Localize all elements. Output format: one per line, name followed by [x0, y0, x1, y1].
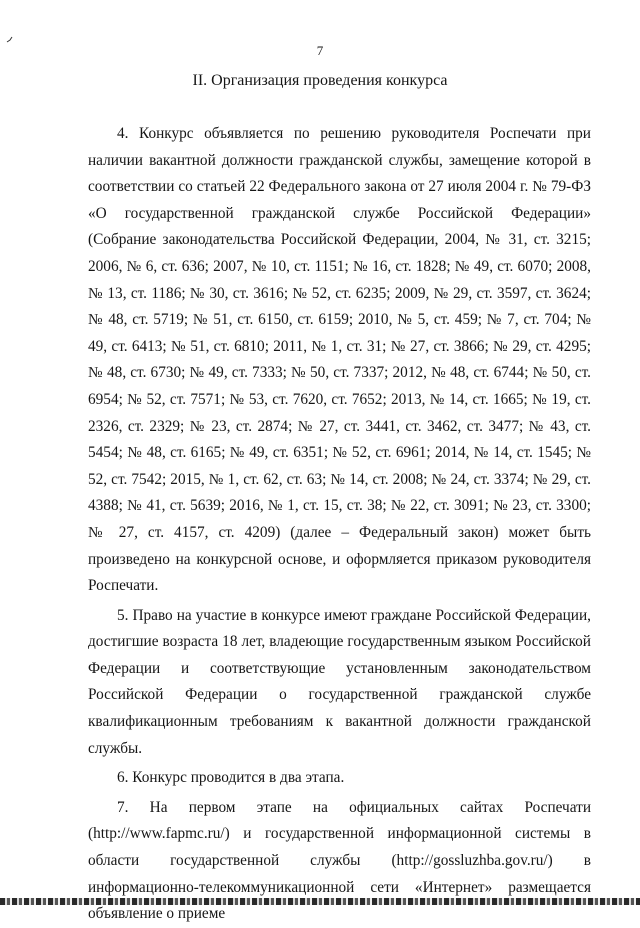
paragraph-6: 6. Конкурс проводится в два этапа. — [117, 769, 345, 787]
section-title: II. Организация проведения конкурса — [192, 72, 448, 89]
scan-speck-mark — [6, 36, 14, 44]
paragraph-4: 4. Конкурс объявляется по решению руководителя Роспечати при наличии вакантной должности гражданской службы, замещение которой в соответствии со статьей 22 Федерального закона от 27 июля 2004 г. № 79-ФЗ «О государственной гражданской службе Российской Федерации» (Собрание законодательства Российской Федерации, 2004, № 31, ст. 3215; 2006, № 6, ст. 636; 2007, № 10, ст. 1151; № 16, ст. 1828; № 49, ст. 6070; 2008, № 13, ст. 1186; № 30, ст. 3616; № 52, ст. 6235; 2009, № 29, ст. 3597, ст. 3624; № 48, ст. 5719; № 51, ст. 6150, ст. 6159; 2010, № 5, ст. 459; № 7, ст. 704; № 49, ст. 6413; № 51, ст. 6810; 2011, № 1, ст. 31; № 27, ст. 3866; № 29, ст. 4295; № 48, ст. 6730; № 49, ст. 7333; № 50, ст. 7337; 2012, № 48, ст. 6744; № 50, ст. 6954; № 52, ст. 7571; № 53, ст. 7620, ст. 7652; 2013, № 14, ст. 1665; № 19, ст. 2326, ст. 2329; № 23, ст. 2874; № 27, ст. 3441, ст. 3462, ст. 3477; № 43, ст. 5454; № 48, ст. 6165; № 49, ст. 6351; № 52, ст. 6961; 2014, № 14, ст. 1545; № 52, ст. 7542; 2015, № 1, ст. 62, ст. 63; № 14, ст. 2008; № 24, ст. 3374; № 29, ст. 4388; № 41, ст. 5639; 2016, № 1, ст. 15, ст. 38; № 22, ст. 3091; № 23, ст. 3300; № 27, ст. 4157, ст. 4209) (далее – Федеральный закон) может быть произведено на конкурсной основе, и оформляется приказом руководителя Роспечати. — [88, 125, 591, 595]
page-number: 7 — [316, 43, 324, 58]
paragraph-7: 7. На первом этапе на официальных сайтах Роспечати (http://www.fapmc.ru/) и государственной информационной системы в области государственной службы (http://gossluzhba.gov.ru/) в информационно-телекоммуникационной сети «Интернет» размещается объявление о приеме — [88, 798, 591, 923]
scan-bottom-edge — [0, 898, 640, 905]
body-text — [88, 121, 591, 928]
paragraph-5: 5. Право на участие в конкурсе имеют граждане Российской Федерации, достигшие возраста 18 лет, владеющие государственным языком Российской Федерации и соответствующие установленным законодательством Российской Федерации о государственной гражданской службе квалификационным требованиям к вакантной должности гражданской службы. — [88, 606, 591, 757]
